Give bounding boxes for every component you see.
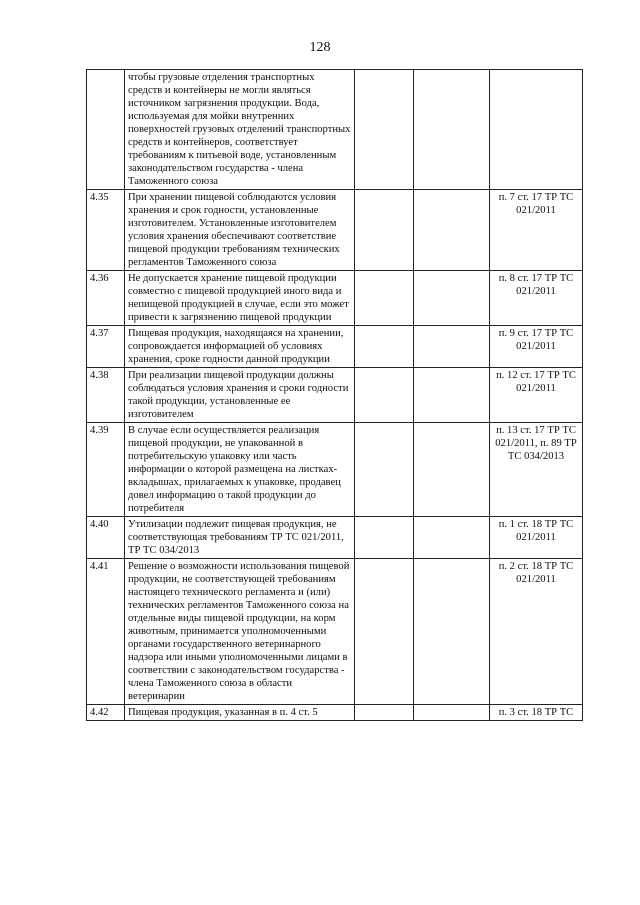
page-number: 128 xyxy=(309,40,331,55)
requirement-text: При реализации пищевой продукции должны соблюдаться условия хранения и сроки годности такой продукции, установленные ее изготовителем xyxy=(125,368,355,423)
table-row xyxy=(87,271,583,326)
empty-cell xyxy=(355,423,414,517)
requirement-text: Пищевая продукция, указанная в п. 4 ст. 5 xyxy=(125,705,355,721)
empty-cell xyxy=(355,705,414,721)
empty-cell xyxy=(414,326,490,368)
empty-cell xyxy=(355,326,414,368)
legal-reference: п. 1 ст. 18 ТР ТС 021/2011 xyxy=(490,517,583,559)
empty-cell xyxy=(414,517,490,559)
legal-reference xyxy=(490,70,583,190)
table-row xyxy=(87,705,583,721)
requirements-table xyxy=(86,69,583,721)
row-number: 4.36 xyxy=(87,271,125,326)
table-row xyxy=(87,368,583,423)
requirement-text: чтобы грузовые отделения транспортных средств и контейнеры не могли являться источником загрязнения продукции. Вода, используемая для мойки внутренних поверхностей грузовых отделений транспортных средств и контейнеров, соответствует требованиям к питьевой воде, установленным законодательством государства - члена Таможенного союза xyxy=(125,70,355,190)
row-number: 4.41 xyxy=(87,559,125,705)
legal-reference: п. 13 ст. 17 ТР ТС 021/2011, п. 89 ТР ТС 034/2013 xyxy=(490,423,583,517)
legal-reference: п. 9 ст. 17 ТР ТС 021/2011 xyxy=(490,326,583,368)
requirement-text: Пищевая продукция, находящаяся на хранении, сопровождается информацией об условиях хранения, сроке годности данной продукции xyxy=(125,326,355,368)
table-row xyxy=(87,517,583,559)
requirement-text: При хранении пищевой соблюдаются условия хранения и срок годности, установленные изготовителем. Установленные изготовителем условия хранения обеспечивают соответствие пищевой продукции требованиям технических регламентов Таможенного союза xyxy=(125,190,355,271)
table-row xyxy=(87,70,583,190)
requirement-text: Утилизации подлежит пищевая продукция, не соответствующая требованиям ТР ТС 021/2011, ТР ТС 034/2013 xyxy=(125,517,355,559)
empty-cell xyxy=(414,705,490,721)
legal-reference: п. 2 ст. 18 ТР ТС 021/2011 xyxy=(490,559,583,705)
row-number: 4.39 xyxy=(87,423,125,517)
legal-reference: п. 8 ст. 17 ТР ТС 021/2011 xyxy=(490,271,583,326)
empty-cell xyxy=(414,559,490,705)
empty-cell xyxy=(414,271,490,326)
requirement-text: Решение о возможности использования пищевой продукции, не соответствующей требованиям настоящего технического регламента и (или) технических регламентов Таможенного союза на отдельные виды пищевой продукции, на корм животным, принимается уполномоченными органами государственного ветеринарного надзора или иными уполномоченными лицами в соответствии с законодательством государства - члена Таможенного союза в области ветеринарии xyxy=(125,559,355,705)
row-number: 4.40 xyxy=(87,517,125,559)
empty-cell xyxy=(355,368,414,423)
empty-cell xyxy=(414,368,490,423)
empty-cell xyxy=(355,70,414,190)
row-number xyxy=(87,70,125,190)
requirement-text: Не допускается хранение пищевой продукции совместно с пищевой продукцией иного вида и непищевой продукцией в случае, если это может привести к загрязнению пищевой продукции xyxy=(125,271,355,326)
empty-cell xyxy=(355,271,414,326)
row-number: 4.37 xyxy=(87,326,125,368)
empty-cell xyxy=(355,559,414,705)
empty-cell xyxy=(414,423,490,517)
legal-reference: п. 7 ст. 17 ТР ТС 021/2011 xyxy=(490,190,583,271)
row-number: 4.35 xyxy=(87,190,125,271)
requirement-text: В случае если осуществляется реализация пищевой продукции, не упакованной в потребительскую упаковку или часть информации о которой размещена на листках-вкладышах, прилагаемых к упаковке, продавец довел информацию о такой продукции до потребителя xyxy=(125,423,355,517)
row-number: 4.38 xyxy=(87,368,125,423)
table-row xyxy=(87,190,583,271)
empty-cell xyxy=(355,517,414,559)
legal-reference: п. 3 ст. 18 ТР ТС xyxy=(490,705,583,721)
table-row xyxy=(87,326,583,368)
table-row xyxy=(87,423,583,517)
table-row xyxy=(87,559,583,705)
legal-reference: п. 12 ст. 17 ТР ТС 021/2011 xyxy=(490,368,583,423)
empty-cell xyxy=(414,70,490,190)
empty-cell xyxy=(414,190,490,271)
row-number: 4.42 xyxy=(87,705,125,721)
empty-cell xyxy=(355,190,414,271)
